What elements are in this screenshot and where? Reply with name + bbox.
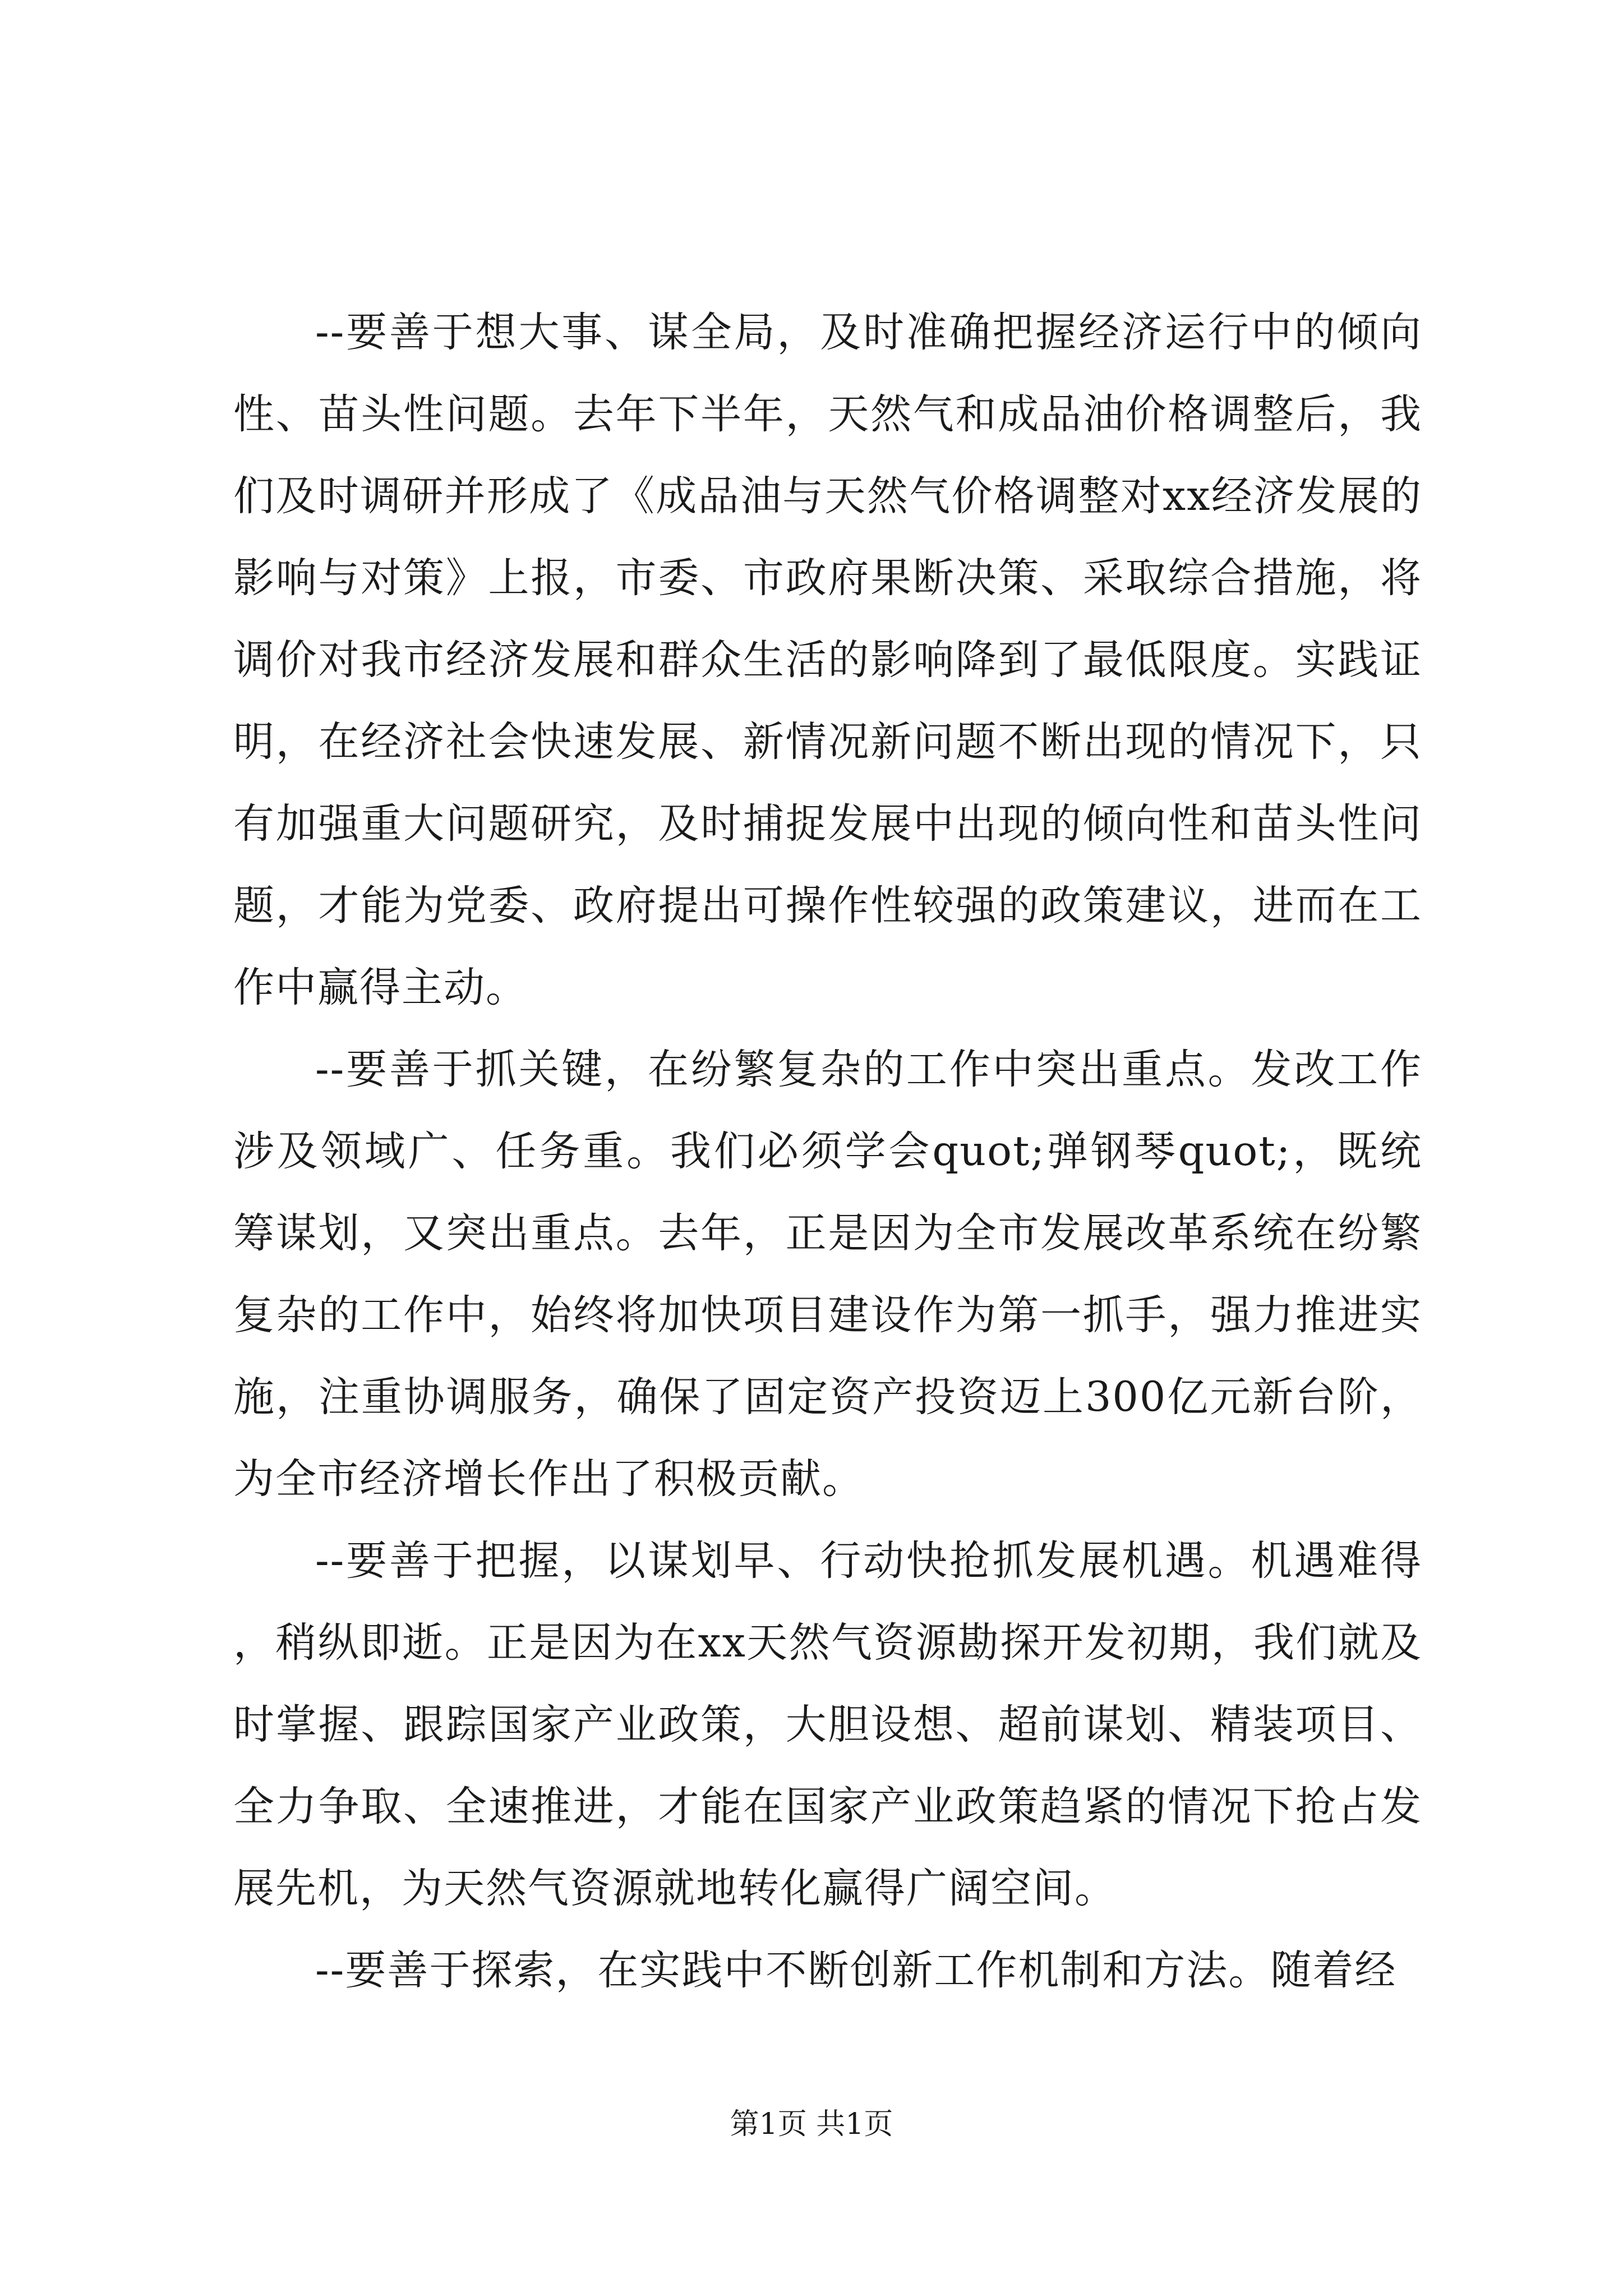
document-body <box>233 292 1422 2012</box>
page-footer <box>0 2105 1623 2144</box>
paragraph-3: --要善于把握，以谋划早、行动快抢抓发展机遇。机遇难得，稍纵即逝。正是因为在xx天然气资源勘探开发初期，我们就及时掌握、跟踪国家产业政策，大胆设想、超前谋划、精装项目、全力争取、全速推进，才能在国家产业政策趋紧的情况下抢占发展先机，为天然气资源就地转化赢得广阔空间。 <box>233 1537 1422 1912</box>
page-number-label: 第1页 共1页 <box>730 2108 893 2141</box>
paragraph-4: --要善于探索，在实践中不断创新工作机制和方法。随着经 <box>315 1947 1397 1994</box>
paragraph-2: --要善于抓关键，在纷繁复杂的工作中突出重点。发改工作涉及领域广、任务重。我们必须学会quot;弹钢琴quot;，既统筹谋划，又突出重点。去年，正是因为全市发展改革系统在纷繁复杂的工作中，始终将加快项目建设作为第一抓手，强力推进实施，注重协调服务，确保了固定资产投资迈上300亿元新台阶，为全市经济增长作出了积极贡献。 <box>233 1046 1422 1503</box>
paragraph-1: --要善于想大事、谋全局，及时准确把握经济运行中的倾向性、苗头性问题。去年下半年，天然气和成品油价格调整后，我们及时调研并形成了《成品油与天然气价格调整对xx经济发展的影响与对策》上报，市委、市政府果断决策、采取综合措施，将调价对我市经济发展和群众生活的影响降到了最低限度。实践证明，在经济社会快速发展、新情况新问题不断出现的情况下，只有加强重大问题研究，及时捕捉发展中出现的倾向性和苗头性问题，才能为党委、政府提出可操作性较强的政策建议，进而在工作中赢得主动。 <box>233 309 1422 1011</box>
